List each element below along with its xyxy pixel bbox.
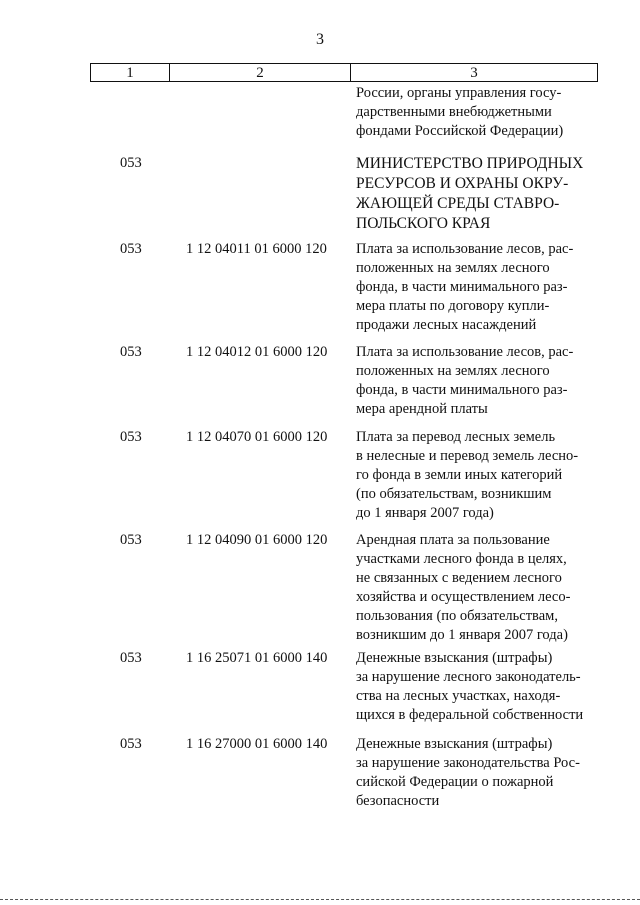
continuation-text	[356, 84, 600, 141]
text-line: МИНИСТЕРСТВО ПРИРОДНЫХ	[356, 155, 584, 172]
revenue-code: 1 12 04090 01 6000 120	[186, 532, 328, 548]
admin-code: 053	[120, 736, 142, 752]
revenue-description	[356, 428, 600, 523]
admin-code: 053	[120, 241, 142, 257]
text-line: (по обязательствам, возникшим	[356, 486, 552, 502]
text-line: Плата за перевод лесных земель	[356, 429, 556, 445]
page-number: 3	[316, 31, 324, 48]
text-line: в нелесные и перевод земель лесно-	[356, 448, 579, 464]
text-line: ства на лесных участках, находя-	[356, 688, 561, 704]
text-line: го фонда в земли иных категорий	[356, 467, 563, 483]
text-line: РЕСУРСОВ И ОХРАНЫ ОКРУ-	[356, 175, 569, 192]
admin-code: 053	[120, 532, 142, 548]
admin-code: 053	[120, 650, 142, 666]
text-line: сийской Федерации о пожарной	[356, 774, 554, 790]
text-line: Денежные взыскания (штрафы)	[356, 736, 553, 752]
text-line: фонда, в части минимального раз-	[356, 382, 568, 398]
text-line: участками лесного фонда в целях,	[356, 551, 567, 567]
text-line: за нарушение законодательства Рос-	[356, 755, 580, 771]
admin-code: 053	[120, 155, 142, 171]
text-line: продажи лесных насаждений	[356, 317, 537, 333]
text-line: возникшим до 1 января 2007 года)	[356, 627, 568, 643]
admin-code: 053	[120, 344, 142, 360]
text-line: положенных на землях лесного	[356, 260, 550, 276]
text-line: фондами Российской Федерации)	[356, 123, 564, 139]
text-line: Денежные взыскания (штрафы)	[356, 650, 553, 666]
text-line: дарственными внебюджетными	[356, 104, 552, 120]
revenue-code: 1 12 04012 01 6000 120	[186, 344, 328, 360]
column-header-1: 1	[91, 64, 170, 82]
text-line: за нарушение лесного законодатель-	[356, 669, 581, 685]
text-line: щихся в федеральной собственности	[356, 707, 584, 723]
revenue-code: 1 12 04011 01 6000 120	[186, 241, 327, 257]
page-bottom-edge	[0, 899, 640, 900]
text-line: безопасности	[356, 793, 440, 809]
text-line: Плата за использование лесов, рас-	[356, 344, 574, 360]
text-line: Плата за использование лесов, рас-	[356, 241, 574, 257]
text-line: Арендная плата за пользование	[356, 532, 550, 548]
text-line: ЖАЮЩЕЙ СРЕДЫ СТАВРО-	[356, 195, 560, 212]
text-line: мера платы по договору купли-	[356, 298, 550, 314]
revenue-description	[356, 649, 600, 725]
revenue-code: 1 16 27000 01 6000 140	[186, 736, 328, 752]
text-line: до 1 января 2007 года)	[356, 505, 494, 521]
text-line: положенных на землях лесного	[356, 363, 550, 379]
column-header-table	[90, 63, 598, 82]
text-line: не связанных с ведением лесного	[356, 570, 562, 586]
text-line: пользования (по обязательствам,	[356, 608, 558, 624]
column-header-3: 3	[351, 64, 598, 82]
revenue-code: 1 12 04070 01 6000 120	[186, 429, 328, 445]
revenue-description	[356, 531, 600, 645]
admin-code: 053	[120, 429, 142, 445]
revenue-description	[356, 343, 600, 419]
revenue-code: 1 16 25071 01 6000 140	[186, 650, 328, 666]
text-line: фонда, в части минимального раз-	[356, 279, 568, 295]
revenue-description	[356, 240, 600, 335]
revenue-description	[356, 735, 600, 811]
text-line: хозяйства и осуществлением лесо-	[356, 589, 571, 605]
text-line: России, органы управления госу-	[356, 85, 562, 101]
ministry-heading	[356, 154, 600, 234]
column-header-2: 2	[170, 64, 351, 82]
text-line: мера арендной платы	[356, 401, 488, 417]
text-line: ПОЛЬСКОГО КРАЯ	[356, 215, 491, 232]
